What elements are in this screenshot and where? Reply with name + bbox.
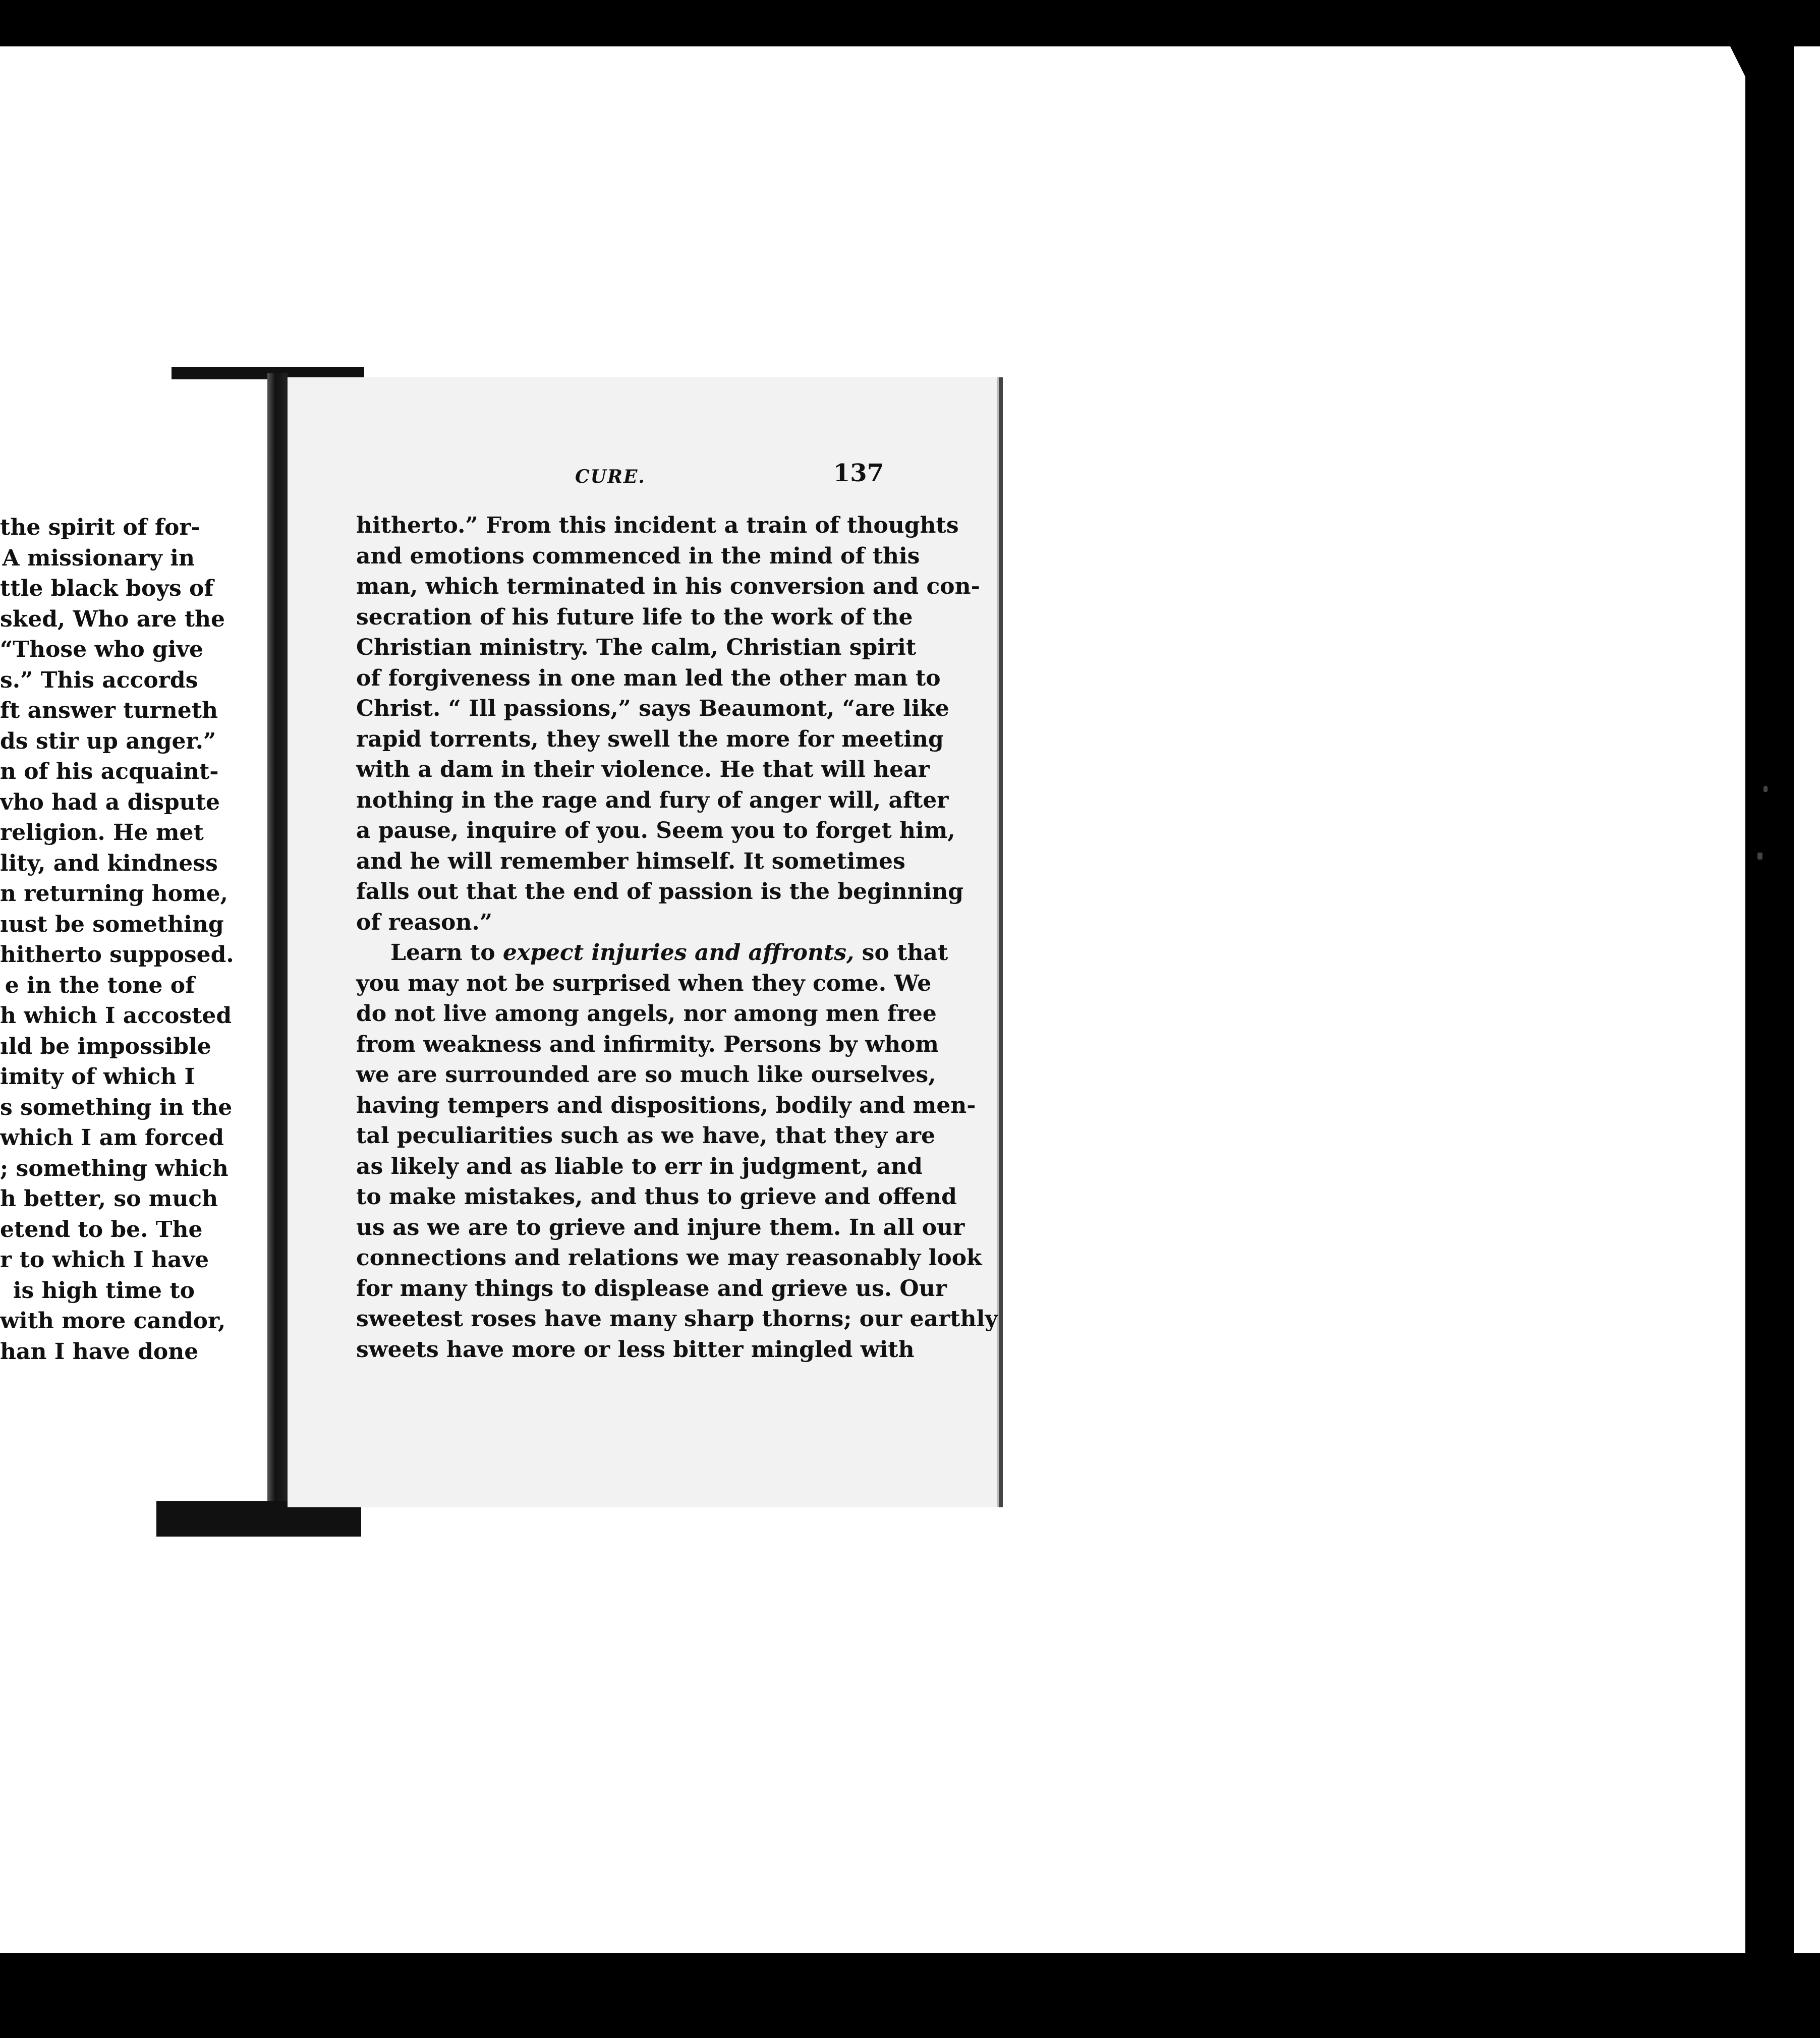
right-text-line: from weakness and infirmity. Persons by whom [356,1031,939,1057]
right-text-line: Christian ministry. The calm, Christian spirit [356,635,917,660]
right-text-line: sweets have more or less bitter mingled with [356,1336,915,1363]
right-text-line: connections and relations we may reasonably look [356,1245,982,1271]
page-header [575,459,884,491]
right-text-line: as likely and as liable to err in judgment, and [356,1153,923,1179]
right-text-line: nothing in the rage and fury of anger will, after [356,787,949,813]
left-text-line: n of his acquaint- [0,759,219,784]
right-text-line: sweetest roses have many sharp thorns; our earthly [356,1306,998,1332]
left-text-line: the spirit of for- [0,515,200,540]
right-text-line: secration of his future life to the work of the [356,604,913,630]
paragraph-opening-suffix: so that [854,940,948,966]
right-text-line: with a dam in their violence. He that will hear [356,757,930,782]
paragraph-opening-line [356,938,948,969]
right-page-text [356,511,998,1365]
left-text-line: s.” This accords [0,667,198,693]
film-speck [1764,786,1768,792]
right-text-line: you may not be surprised when they come. We [356,970,932,996]
left-text-line: h which I accosted [0,1003,232,1029]
right-text-line: and emotions commenced in the mind of this [356,543,920,569]
page-number: 137 [833,459,884,487]
italic-emphasis: expect injuries and affronts, [502,940,855,966]
running-head: CURE. [575,466,646,487]
right-text-line: Christ. “ Ill passions,” says Beaumont, “are like [356,696,949,721]
left-text-line: which I am forced [0,1125,224,1151]
left-text-line: hitherto supposed. [0,942,234,968]
right-text-line: hitherto.” From this incident a train of thoughts [356,513,959,538]
left-text-line: religion. He met [0,820,204,845]
right-text-line: and he will remember himself. It sometimes [356,848,905,874]
left-text-line: ıust be something [0,911,224,937]
right-text-line: man, which terminated in his conversion and con- [356,574,980,599]
right-text-line: of forgiveness in one man led the other man to [356,665,941,691]
left-text-line: sked, Who are the [0,606,225,632]
next-frame-edge [1794,46,1820,1953]
left-text-line: etend to be. The [0,1216,203,1242]
right-text-line: falls out that the end of passion is the beginning [356,879,964,904]
paragraph-opening-prefix: Learn to [390,940,503,966]
right-text-line: a pause, inquire of you. Seem you to forget him, [356,818,955,843]
left-text-line: h better, so much [0,1186,218,1212]
left-text-line: “Those who give [0,637,204,662]
left-text-line: ; something which [0,1155,229,1181]
left-text-line: han I have done [0,1338,199,1365]
right-text-line: for many things to displease and grieve us. Our [356,1275,947,1301]
film-speck [1757,853,1762,860]
left-text-line: ttle black boys of [0,576,214,601]
book-gutter [267,373,288,1503]
left-text-line: ıld be impossible [0,1033,211,1059]
left-text-line: s something in the [0,1094,233,1120]
left-text-line: vho had a dispute [0,789,220,815]
right-text-line: to make mistakes, and thus to grieve and offend [356,1184,957,1210]
right-text-line: tal peculiarities such as we have, that they are [356,1123,936,1149]
left-text-line: is high time to [13,1277,195,1304]
right-text-line: we are surrounded are so much like ourselves, [356,1062,936,1088]
left-text-line: r to which I have [0,1247,209,1273]
left-text-line: ft answer turneth [0,698,218,723]
left-text-line: n returning home, [0,881,228,907]
left-text-line: ds stir up anger.” [0,728,216,754]
left-page-text [0,513,234,1367]
right-text-line: rapid torrents, they swell the more for meeting [356,726,944,752]
left-text-line: A missionary in [2,545,195,571]
left-text-line: with more candor, [0,1308,226,1334]
right-text-line: having tempers and dispositions, bodily and men- [356,1092,976,1118]
right-text-line: of reason.” [356,909,493,935]
right-text-line: do not live among angels, nor among men free [356,1001,937,1027]
left-text-line: e in the tone of [5,972,195,998]
left-text-line: imity of which I [0,1064,195,1090]
left-text-line: lity, and kindness [0,850,218,876]
right-text-line: us as we are to grieve and injure them. In all our [356,1214,965,1240]
